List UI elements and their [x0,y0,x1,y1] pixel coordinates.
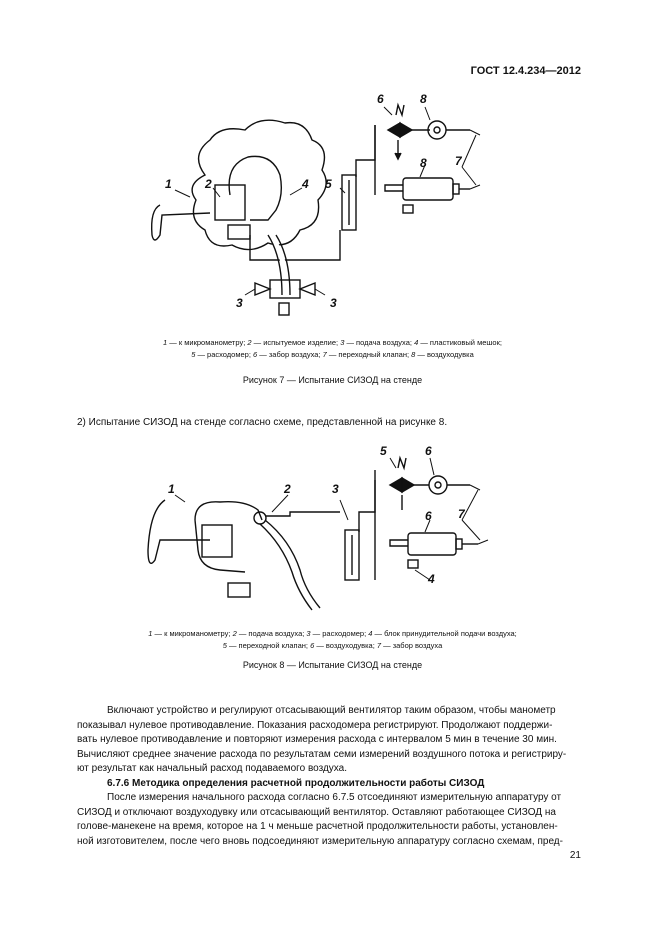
fig8-callout-1: 1 [168,482,175,496]
supply-hose [265,520,320,608]
para2-line2: СИЗОД и отключают воздуходувку или отсасывающий вентилятор. Оставляют работающее СИЗОД на [77,806,556,818]
body-text [77,704,584,849]
blower-top [428,121,446,139]
neck-block [228,583,250,597]
fig7-legend-line-2: 5 — расходомер; 6 — забор воздуха; 7 — переходный клапан; 8 — воздуходувка [191,350,474,359]
head-outline [229,156,281,220]
fig7-callout-3b: 3 [330,296,337,310]
figure-7-caption: Рисунок 7 — Испытание СИЗОД на стенде [242,375,423,385]
fig7-callout-7: 7 [455,154,462,168]
fig7-callout-1: 1 [165,177,172,191]
fig7-callout-4: 4 [302,177,309,191]
para2-line4: ной изготовителем, после чего вновь подсоединяют измерительную аппаратуру согласно схемам, пред- [77,835,563,847]
fig7-callout-6: 6 [377,92,384,106]
mask-filter [228,225,250,239]
figure-8-legend [60,628,605,652]
para1-line4: Вычисляют среднее значение расхода по результатам семи измерений воздушного потока и регистриру- [77,748,567,760]
page-header: ГОСТ 12.4.234—2012 [470,65,581,77]
fig8-callout-2: 2 [284,482,291,496]
page-number: 21 [569,850,581,861]
fig7-callout-5: 5 [325,177,332,191]
fig8-legend-line-2: 5 — переходной клапан; 6 — воздуходувка; 7 — забор воздуха [222,641,443,650]
para2-line3: голове-манекене на время, которое на 1 ч меньше расчетной продолжительности работы, установлен- [77,821,558,832]
fig8-callout-6a: 6 [425,444,432,458]
figure-7-diagram [0,85,661,335]
section-6-7-6-heading: 6.7.6 Методика определения расчетной продолжительности работы СИЗОД [107,777,485,789]
fig8-callout-5: 5 [380,444,387,458]
fig7-callout-2: 2 [205,177,212,191]
valve-spring [396,105,404,115]
fig7-callout-8a: 8 [420,92,427,106]
fig7-legend-line-1: 1 — к микроманометру; 2 — испытуемое изделие; 3 — подача воздуха; 4 — пластиковый мешок; [163,338,502,347]
manometer-tube [148,500,210,563]
manometer-tube [152,205,210,240]
fig8-legend-line-1: 1 — к микроманометру; 2 — подача воздуха; 3 — расходомер; 4 — блок принудительной подачи воздуха; [148,629,517,638]
para1-line2: показывал нулевое противодавление. Показания расходомера регистрируют. Продолжают поддержи- [77,719,553,731]
flow-pipe [356,125,375,177]
fig8-callout-4: 4 [428,572,435,586]
fig8-callout-7: 7 [458,507,465,521]
hood-face [202,525,232,557]
fig7-callout-3a: 3 [236,296,243,310]
fig7-callout-8b: 8 [420,156,427,170]
para1-line3: вать нулевое противодавление и повторяют измерения расхода с интервалом 5 мин в течение 30 мин. [77,734,557,745]
fig8-callout-6b: 6 [425,509,432,523]
hood-outline [195,502,262,520]
para1-line5: ют результат как начальный расход подаваемого воздуха. [77,763,348,774]
figure-7-legend [60,337,605,361]
flow-pipe [359,480,375,532]
transfer-valve [390,478,414,492]
blower-lower [403,178,453,200]
para2-line1: После измерения начального расхода согласно 6.7.5 отсоединяют измерительную аппаратуру от [107,792,562,803]
figure-8-caption: Рисунок 8 — Испытание СИЗОД на стенде [242,660,423,670]
blower-lower [408,533,456,555]
figure-8-diagram [0,440,661,620]
para1-line1: Включают устройство и регулируют отсасывающий вентилятор таким образом, чтобы манометр [107,705,556,716]
list-item-2: 2) Испытание СИЗОД на стенде согласно схеме, представленной на рисунке 8. [77,417,448,428]
blower-top [429,476,447,494]
fig8-callout-3: 3 [332,482,339,496]
transfer-valve [388,123,412,137]
